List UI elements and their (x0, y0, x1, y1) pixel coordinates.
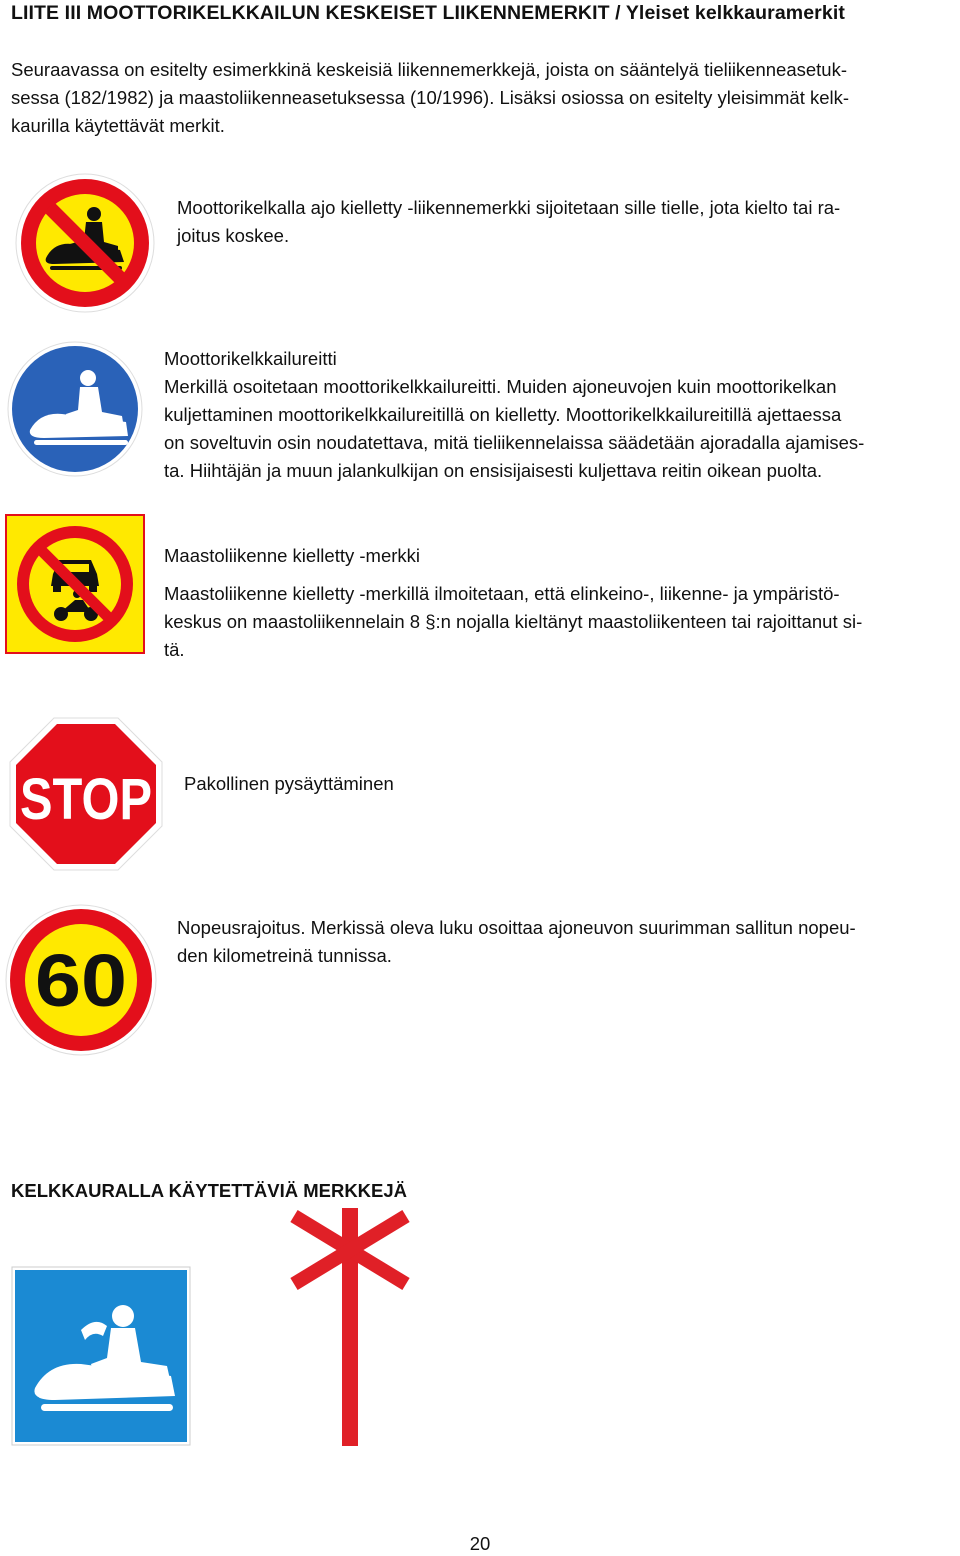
no-snowmobile-sign-icon (14, 172, 156, 314)
speed-limit-sign-icon (5, 904, 157, 1056)
speed-limit-number: 60 (35, 939, 127, 1022)
sign-title: Maastoliikenne kielletty -merkki (164, 545, 421, 566)
sign-description-line: keskus on maastoliikennelain 8 §:n nojalla kieltänyt maastoliikenteen tai rajoittanut si- (164, 611, 863, 632)
page-title: LIITE III MOOTTORIKELKKAILUN KESKEISET LIIKENNEMERKIT / Yleiset kelkkauramerkit (11, 2, 845, 24)
sign-description-line: Merkillä osoitetaan moottorikelkkailureitti. Muiden ajoneuvojen kuin moottorikelkan (164, 376, 837, 397)
stop-sign-icon (8, 716, 164, 872)
stop-sign-text: STOP (20, 767, 152, 832)
sign-description-line: kuljettaminen moottorikelkkailureitillä on kielletty. Moottorikelkkailureitillä ajettaessa (164, 404, 842, 425)
sign-description (184, 770, 394, 798)
sign-description-line: joitus koskee. (177, 225, 290, 246)
intro-line: sessa (182/1982) ja maastoliikenneasetuksessa (10/1996). Lisäksi osiossa on esitelty yleisimmät kelk- (11, 87, 850, 108)
intro-line: Seuraavassa on esitelty esimerkkinä keskeisiä liikennemerkkejä, joista on sääntelyä tieliikenneasetuk- (11, 59, 848, 80)
intro-paragraph (11, 56, 946, 140)
page-number: 20 (469, 1533, 491, 1554)
sign-description-line: Pakollinen pysäyttäminen (184, 773, 394, 794)
sign-description-line: Maastoliikenne kielletty -merkillä ilmoitetaan, että elinkeino-, liikenne- ja ympäristö- (164, 583, 840, 604)
sign-description-line: tä. (164, 639, 185, 660)
sign-description (177, 914, 856, 970)
trail-cross-marker-icon (286, 1206, 414, 1448)
offroad-traffic-prohibited-sign-icon (5, 514, 145, 654)
sign-description-line: ta. Hiihtäjän ja muun jalankulkijan on ensisijaisesti kuljettava reitin oikean puolta. (164, 460, 823, 481)
sign-description (164, 542, 420, 570)
sign-description (177, 194, 840, 250)
sign-description-line: den kilometreinä tunnissa. (177, 945, 392, 966)
sign-description-line: on soveltuvin osin noudatettava, mitä tieliikennelaissa säädetään ajoradalla ajamises- (164, 432, 865, 453)
snowmobile-route-sign-icon (6, 340, 144, 478)
sign-description (164, 345, 864, 485)
sign-description (164, 580, 862, 664)
sign-description-line: Nopeusrajoitus. Merkissä oleva luku osoittaa ajoneuvon suurimman sallitun nopeu- (177, 917, 856, 938)
sign-title: Moottorikelkkailureitti (164, 348, 337, 369)
sign-description-line: Moottorikelkalla ajo kielletty -liikennemerkki sijoitetaan sille tielle, jota kielto tai ra- (177, 197, 841, 218)
section-heading: KELKKAURALLA KÄYTETTÄVIÄ MERKKEJÄ (11, 1180, 408, 1201)
intro-line: kaurilla käytettävät merkit. (11, 115, 225, 136)
snowmobile-trail-square-sign-icon (11, 1266, 191, 1446)
